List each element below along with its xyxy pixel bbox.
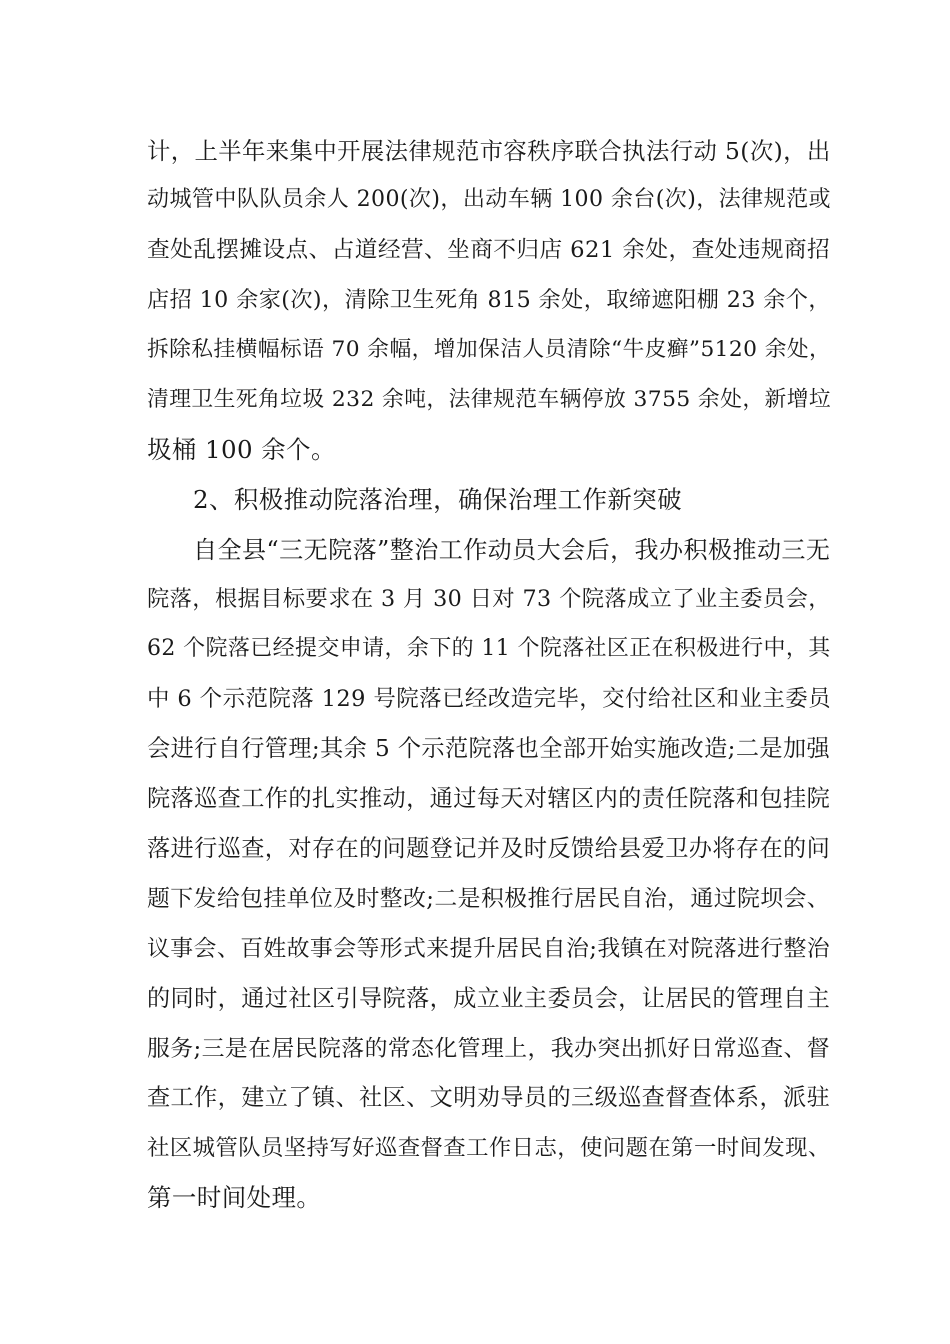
paragraph-line: 店招 10 余家(次)，清除卫生死角 815 余处，取缔遮阳棚 23 余个，: [147, 287, 831, 313]
paragraph-line: 拆除私挂横幅标语 70 余幅，增加保洁人员清除“牛皮癣”5120 余处，: [147, 337, 832, 362]
section-heading: 2、积极推动院落治理，确保治理工作新突破: [193, 485, 683, 514]
paragraph-line: 查处乱摆摊设点、占道经营、坐商不归店 621 余处，查处违规商招: [147, 237, 831, 263]
paragraph-line: 圾桶 100 余个。: [147, 435, 336, 464]
paragraph-line: 查工作，建立了镇、社区、文明劝导员的三级巡查督查体系，派驻: [147, 1084, 831, 1111]
paragraph-line: 的同时，通过社区引导院落，成立业主委员会，让居民的管理自主: [147, 985, 831, 1012]
paragraph-line: 自全县“三无院落”整治工作动员大会后，我办积极推动三无: [193, 536, 831, 564]
paragraph-line: 中 6 个示范院落 129 号院落已经改造完毕，交付给社区和业主委员: [147, 686, 832, 712]
paragraph-line: 院落巡查工作的扎实推动，通过每天对辖区内的责任院落和包挂院: [147, 785, 831, 812]
paragraph-line: 62 个院落已经提交申请，余下的 11 个院落社区正在积极进行中，其: [147, 636, 831, 661]
paragraph-line: 计，上半年来集中开展法律规范市容秩序联合执法行动 5(次)，出: [147, 137, 831, 165]
paragraph-line: 题下发给包挂单位及时整改;二是积极推行居民自治，通过院坝会、: [147, 886, 831, 912]
paragraph-line: 清理卫生死角垃圾 232 余吨，法律规范车辆停放 3755 余处，新增垃: [147, 387, 832, 412]
paragraph-line: 服务;三是在居民院落的常态化管理上，我办突出抓好日常巡查、督: [147, 1036, 831, 1062]
paragraph-line: 议事会、百姓故事会等形式来提升居民自治;我镇在对院落进行整治: [147, 936, 831, 962]
paragraph-line: 第一时间处理。: [147, 1183, 322, 1212]
paragraph-line: 会进行自行管理;其余 5 个示范院落也全部开始实施改造;二是加强: [147, 735, 831, 762]
paragraph-line: 落进行巡查，对存在的问题登记并及时反馈给县爱卫办将存在的问: [147, 835, 831, 862]
paragraph-line: 社区城管队员坚持写好巡查督查工作日志，使问题在第一时间发现、: [147, 1135, 831, 1161]
paragraph-line: 院落，根据目标要求在 3 月 30 日对 73 个院落成立了业主委员会，: [147, 586, 831, 612]
paragraph-line: 动城管中队队员余人 200(次)，出动车辆 100 余台(次)，法律规范或: [147, 187, 831, 212]
